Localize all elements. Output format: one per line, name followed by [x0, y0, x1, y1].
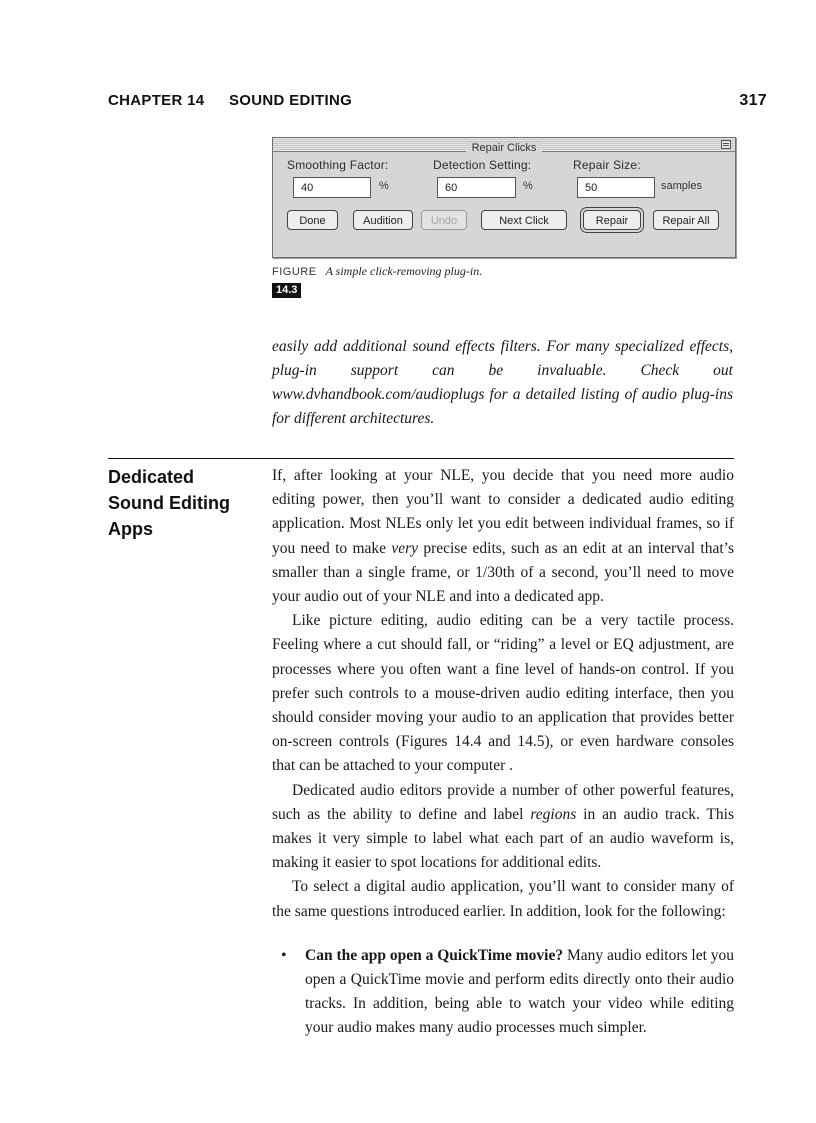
collapse-box-icon[interactable] [721, 140, 731, 149]
chapter-label: CHAPTER 14 [108, 92, 205, 109]
intro-paragraph: easily add additional sound effects filters. For many specialized effects, plug-in support can be invaluable. Check out www.dvhandbook.com/audioplugs for a detailed listing of audio plug-ins for different architectures. [272, 338, 733, 427]
section-heading [108, 464, 258, 542]
running-header [108, 92, 767, 114]
dialog-title: Repair Clicks [466, 142, 543, 155]
section-divider [108, 458, 734, 459]
repair-size-group [573, 158, 641, 172]
undo-button[interactable]: Undo [421, 210, 467, 230]
smoothing-factor-label: Smoothing Factor: [287, 158, 389, 172]
next-click-button[interactable]: Next Click [481, 210, 567, 230]
section-heading-line2: Sound Editing [108, 493, 230, 513]
page-number: 317 [739, 92, 767, 109]
figure-label: FIGURE [272, 266, 317, 278]
feature-list [272, 944, 734, 1041]
paragraph-1 [272, 464, 734, 609]
section-heading-line3: Apps [108, 519, 153, 539]
paragraph-3 [272, 779, 734, 876]
caption-text: A simple click-removing plug-in. [325, 264, 483, 278]
smoothing-factor-input[interactable]: 40 [293, 177, 371, 198]
detection-setting-input[interactable]: 60 [437, 177, 516, 198]
bullet-1-text: Many audio editors let you open a QuickTime movie and perform edits directly onto their audio tracks. In addition, being able to watch your video while editing your audio makes many audio processes much simpler. [305, 946, 735, 1037]
detection-setting-unit: % [523, 180, 533, 192]
bullet-1-lead: Can the app open a QuickTime movie? [305, 946, 564, 964]
p1-text-a: If, after looking at your NLE, you decide that you need more audio editing power, then you’ll want to consider a dedicated audio editing application. Most NLEs only let you edit between individual frames, so if you need to make [272, 467, 734, 557]
repair-all-button[interactable]: Repair All [653, 210, 719, 230]
repair-clicks-dialog [272, 137, 736, 258]
chapter-title: SOUND EDITING [229, 92, 353, 109]
p3-text-a: Dedicated audio editors provide a number of other powerful features, such as the ability to define and label [272, 781, 734, 823]
repair-size-unit: samples [661, 180, 702, 192]
p3-text-b: in an audio track. This makes it very simple to label what each part of an audio waveform is, making it easier to spot locations for additional edits. [272, 805, 734, 872]
section-body [272, 464, 734, 1041]
smoothing-factor-unit: % [379, 180, 389, 192]
p1-emphasis: very [391, 539, 419, 557]
p1-text-b: precise edits, such as an edit at an interval that’s smaller than a single frame, or 1/30th of a second, you’ll need to move your audio out of your NLE and into a dedicated app. [272, 539, 734, 606]
section-heading-line1: Dedicated [108, 467, 195, 487]
p3-emphasis: regions [530, 805, 577, 823]
detection-setting-label: Detection Setting: [433, 158, 532, 172]
figure-number-badge: 14.3 [272, 283, 301, 298]
list-item [279, 944, 734, 1041]
repair-button[interactable]: Repair [583, 210, 641, 230]
repair-size-input[interactable]: 50 [577, 177, 655, 198]
smoothing-factor-group [287, 158, 388, 172]
audition-button[interactable]: Audition [353, 210, 413, 230]
done-button[interactable]: Done [287, 210, 338, 230]
repair-size-label: Repair Size: [573, 158, 641, 172]
paragraph-2: Like picture editing, audio editing can be a very tactile process. Feeling where a cut should fall, or “riding” a level or EQ adjustment, are processes where you often want a fine level of hands-on control. If you prefer such controls to a mouse-driven audio editing interface, then you should consider moving your audio to an application that provides better on-screen controls (Figures 14.4 and 14.5), or even hardware consoles that can be attached to your computer . [272, 612, 734, 775]
figure-caption [272, 262, 483, 296]
paragraph-4: To select a digital audio application, you’ll want to consider many of the same questions introduced earlier. In addition, look for the following: [272, 878, 734, 920]
detection-setting-group [433, 158, 531, 172]
dialog-titlebar[interactable] [273, 138, 735, 152]
